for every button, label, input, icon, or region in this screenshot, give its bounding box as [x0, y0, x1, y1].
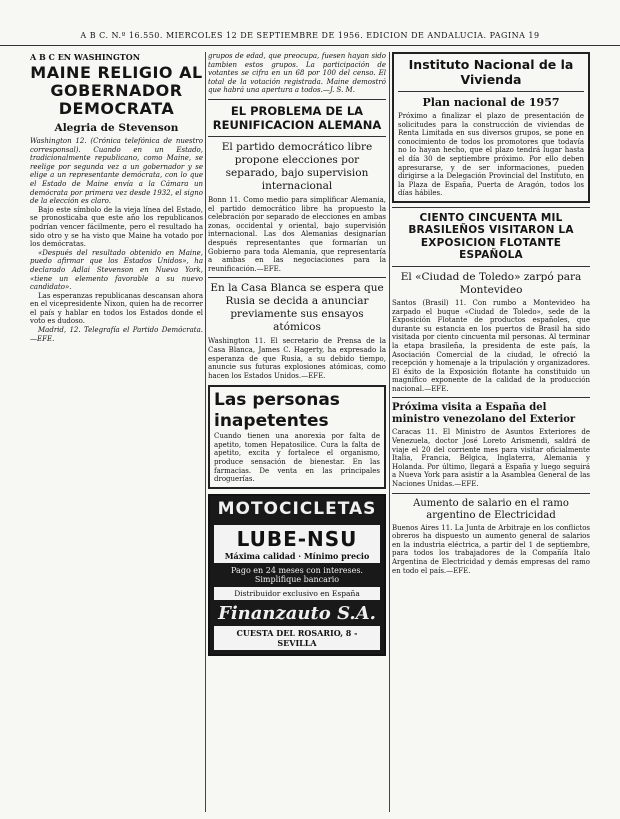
- advert-title: Las personas inapetentes: [214, 390, 340, 432]
- headline-proxima-visita: Próxima visita a España del ministro venezolano del Exterior: [392, 402, 576, 426]
- paragraph: Washington 12. (Crónica telefónica de nuestro corresponsal). Cuando en un Estado, tradicionalmente republicano, como Maine, se reelige por segunda vez a un gobernador y se elige a un representante demócrata, con lo que el Estado de Maine envía a la Cámara un demócrata por primera vez desde 1932, el signo de la elección es claro.: [30, 137, 203, 206]
- column-1: [30, 52, 203, 812]
- column-3: [392, 52, 590, 812]
- paragraph-tail: grupos de edad, que preocupa, fuesen hayan sido tambien estos grupos. La participación de votantes se cifra en un 68 por 100 del censo. El total de la votación registrada. Maine demostró que habrá una apertura a todos.—J. S. M.: [208, 52, 386, 95]
- paragraph: Bajo este símbolo de la vieja línea del Estado, se pronosticaba que este año los republicanos podrían vencer fácilmente, pero el resultado ha sido otro y se ha visto que Maine ha votado por los demócratas.: [30, 205, 203, 249]
- subhead-toledo: El «Ciudad de Toledo» zarpó para Montevideo: [400, 270, 582, 296]
- notice-body: Próximo a finalizar el plazo de presentación de solicitudes para la construcción de viviendas de Renta Limitada en sus diversos grupos, se pone en conocimiento de todos los promotores que todavía no lo hayan hecho, que el plazo tendrá lugar hasta el día 30 de septiembre próximo. Por ello deben apresurarse, y de ser informaciones, pueden dirigirse a la Delegación Provincial del Instituto, en la Plaza de España, Puerta de Aragón, todos los días hábiles.: [398, 112, 584, 198]
- advert-dealer: Finanzauto S.A.: [218, 602, 376, 624]
- paragraph: Buenos Aires 11. La Junta de Arbitraje en los conflictos obreros ha dispuesto un aumento general de salarios en la industria eléctrica, a partir del 1 de septiembre, para todos los trabajadores de la Compañía Italo Argentina de Electricidad y demás empresas del ramo en todo el país.—EFE.: [392, 523, 590, 575]
- advert-brand: LUBE-NSU: [236, 526, 358, 551]
- advert-distributor: Distribuidor exclusivo en España: [214, 587, 380, 600]
- divider: [392, 397, 590, 398]
- advert-slogan: Máxima calidad · Mínimo precio: [224, 550, 370, 561]
- advert-body: Cuando tienen una anorexia por falta de apetito, tomen Hepatosilice. Cura la falta de apetito, excita y fortalece el organismo, produce sensación de bienestar. En las farmacias. De venta en las principales droguerías.: [214, 432, 380, 484]
- column-2: [208, 52, 386, 812]
- kicker: A B C EN WASHINGTON: [30, 52, 141, 62]
- subhead-stevenson: Alegria de Stevenson: [54, 122, 179, 134]
- paragraph: Santos (Brasil) 11. Con rumbo a Montevideo ha zarpado el buque «Ciudad de Toledo», sede de la Exposición Flotante de productos españoles, que durante su estancia en los puertos de Brasil ha sido visitada por ciento cincuenta mil personas. Al terminar la etapa brasileña, la presidenta de este país, la Asociación Comercial de la ciudad, le ofreció la recepción y homenaje a la tripulación y organizadores. El éxito de la Exposición flotante ha constituido un magnífico exponente de la calidad de la producción nacional.—EFE.: [392, 298, 590, 393]
- column-rule: [205, 52, 206, 812]
- paragraph: Bonn 11. Como medio para simplificar Alemania, el partido democrático libre ha propuesto la celebración por separado de elecciones en ambas zonas, occidental y oriental, bajo supervisión internacional. Las dos Alemanias designarían después representantes que formarían un Gobierno para toda Alemania, que representaría a ambas en las negociaciones para la reunificación.—EFE.: [208, 195, 386, 273]
- page-header: A B C. N.º 16.550. MIERCOLES 12 DE SEPTIEMBRE DE 1956. EDICION DE ANDALUCIA. PAGINA 19: [0, 31, 620, 46]
- headline-maine: MAINE RELIGIO AL GOBERNADOR DEMOCRATA: [30, 63, 203, 118]
- advert-offer: Pago en 24 meses con intereses. Simplifique bancario: [231, 565, 363, 584]
- divider: [392, 493, 590, 494]
- paragraph: «Después del resultado obtenido en Maine, puedo afirmar que los Estados Unidos», ha declarado Adlai Stevenson en Nueva York, «tiene un elemento favorable a su nuevo candidato».: [30, 248, 203, 292]
- divider: [392, 207, 590, 208]
- subhead-elecciones: El partido democrático libre propone elecciones por separado, bajo supervision internacional: [221, 140, 373, 192]
- advert-box-inapetentes: [208, 385, 386, 489]
- headline-aumento-salario: Aumento de salario en el ramo argentino de Electricidad: [413, 497, 569, 521]
- divider: [208, 277, 386, 278]
- advert-motocicletas: [208, 494, 386, 656]
- advert-title: MOTOCICLETAS: [217, 498, 377, 519]
- notice-subtitle: Plan nacional de 1957: [422, 96, 560, 109]
- notice-title: Instituto Nacional de la Vivienda: [408, 57, 574, 87]
- paragraph: Washington 11. El secretario de Prensa de la Casa Blanca, James C. Hagerty, ha expresado la esperanza de que Rusia, a su debido tiempo, anuncie sus futuras explosiones atómicas, como hacen los Estados Unidos.—EFE.: [208, 337, 386, 380]
- advert-address: CUESTA DEL ROSARIO, 8 - SEVILLA: [214, 626, 380, 650]
- paragraph: Caracas 11. El Ministro de Asuntos Exteriores de Venezuela, doctor José Loreto Arismendi, saldrá de viaje el 20 del corriente mes para visitar oficialmente Italia, Francia, Bélgica, Inglaterra, Alemania y Holanda. Por último, llegará a España y luego seguirá a Nueva York para asistir a la Asamblea General de las Naciones Unidas.—EFE.: [392, 428, 590, 489]
- paragraph: Las esperanzas republicanas descansan ahora en el vicepresidente Nixon, quien ha de recorrer el país y hablar en todos los Estados donde el voto es dudoso.: [30, 291, 203, 326]
- divider: [208, 136, 386, 137]
- notice-box-vivienda: [392, 52, 590, 203]
- paragraph-closing: Madrid, 12. Telegrafía el Partido Demócrata.—EFE.: [30, 326, 203, 343]
- divider: [398, 91, 584, 92]
- headline-reunificacion: EL PROBLEMA DE LA REUNIFICACION ALEMANA: [212, 103, 382, 132]
- divider: [208, 99, 386, 100]
- column-rule: [389, 52, 390, 812]
- divider: [392, 266, 590, 267]
- advert-panel: [214, 525, 380, 563]
- headline-casa-blanca: En la Casa Blanca se espera que Rusia se decida a anunciar previamente sus ensayos atómicos: [210, 282, 384, 334]
- headline-brasilenos: CIENTO CINCUENTA MIL BRASILEÑOS VISITARON LA EXPOSICION FLOTANTE ESPAÑOLA: [408, 211, 574, 262]
